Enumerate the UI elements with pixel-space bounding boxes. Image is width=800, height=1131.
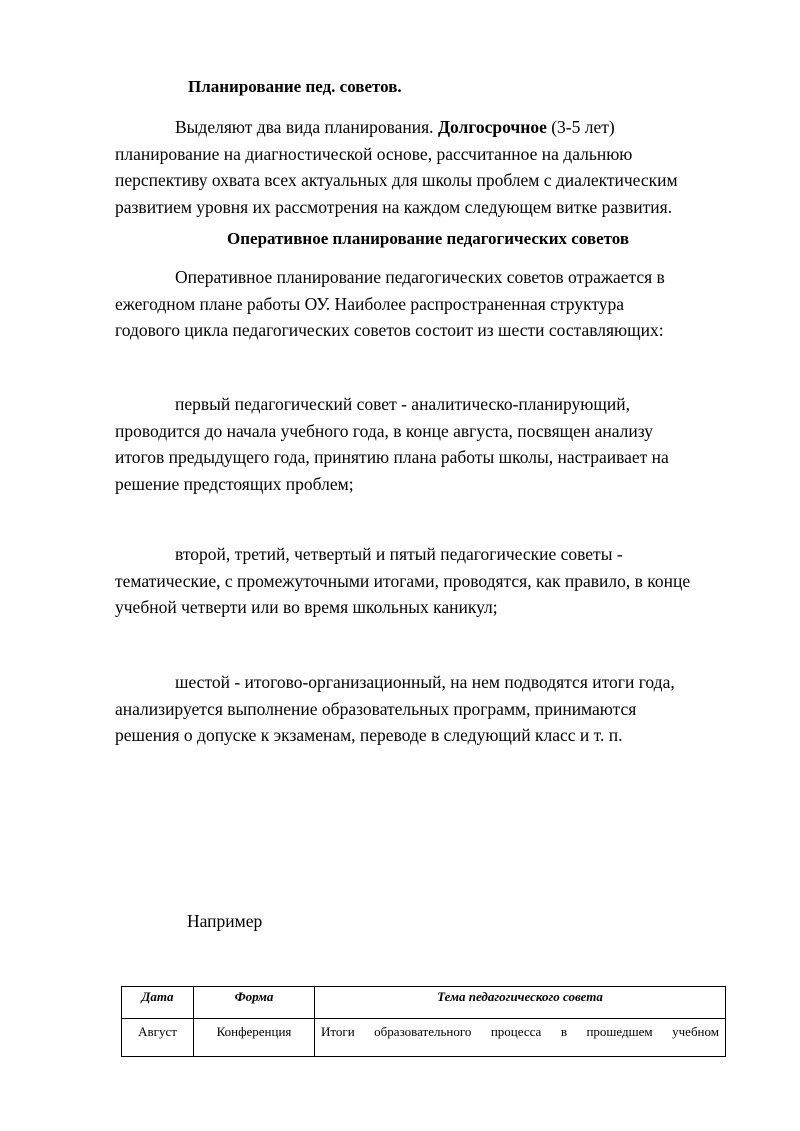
bold-term-long-term: Долгосрочное [437, 117, 547, 137]
paragraph-line: проводится до начала учебного года, в конце августа, посвящен анализу [115, 420, 654, 441]
column-header-form: Форма [194, 987, 315, 1019]
table-header-row [122, 987, 726, 1019]
paragraph-line [115, 114, 725, 141]
paragraph-line: ежегодном плане работы ОУ. Наиболее распространенная структура [115, 293, 625, 314]
column-header-date: Дата [122, 987, 194, 1019]
paragraph-planning-types [115, 114, 725, 220]
paragraph-line: развитием уровня их рассмотрения на каждом следующем витке развития. [115, 196, 673, 217]
table-row [122, 1019, 726, 1057]
paragraph-thematic-councils [115, 541, 725, 621]
paragraph-line: планирование на диагностической основе, рассчитанное на дальнюю [115, 143, 633, 164]
paragraph-line: перспективу охвата всех актуальных для школы проблем с диалектическим [115, 170, 678, 190]
pedsovet-plan-table [121, 986, 726, 1057]
paragraph-line: шестой - итогово-организационный, на нем подводятся итоги года, [175, 672, 675, 692]
column-header-topic: Тема педагогического совета [315, 987, 726, 1019]
paragraph-operative-planning [115, 264, 725, 344]
paragraph-first-council [115, 391, 725, 497]
table-cell-date: Август [122, 1019, 194, 1057]
table-cell-form: Конференция [194, 1019, 315, 1057]
paragraph-line: первый педагогический совет - аналитическо-планирующий, [175, 394, 630, 414]
paragraph-line: итогов предыдущего года, принятию плана работы школы, настраивает на [115, 447, 669, 467]
paragraph-line: второй, третий, четвертый и пятый педагогические советы - [175, 544, 623, 564]
section-heading-pedsovet-planning: Планирование пед. советов. [188, 77, 402, 96]
paragraph-line: решение предстоящих проблем; [115, 473, 354, 494]
text-run: Выделяют два вида планирования. [175, 117, 438, 137]
paragraph-line: учебной четверти или во время школьных каникул; [115, 597, 498, 617]
paragraph-sixth-council [115, 669, 725, 749]
paragraph-line: Оперативное планирование педагогических советов отражается в [175, 267, 665, 287]
text-run: (3-5 лет) [546, 117, 615, 137]
section-heading-operative-planning: Оперативное планирование педагогических советов [227, 229, 629, 248]
example-label: Например [187, 911, 263, 931]
paragraph-line: решения о допуске к экзаменам, переводе в следующий класс и т. п. [115, 725, 623, 745]
paragraph-line: годового цикла педагогических советов состоит из шести составляющих: [115, 320, 664, 340]
table-cell-topic: Итоги образовательного процесса в прошедшем учебном [315, 1019, 726, 1057]
paragraph-line: тематические, с промежуточными итогами, проводятся, как правило, в конце [115, 570, 691, 591]
paragraph-line: анализируется выполнение образовательных программ, принимаются [115, 698, 637, 719]
